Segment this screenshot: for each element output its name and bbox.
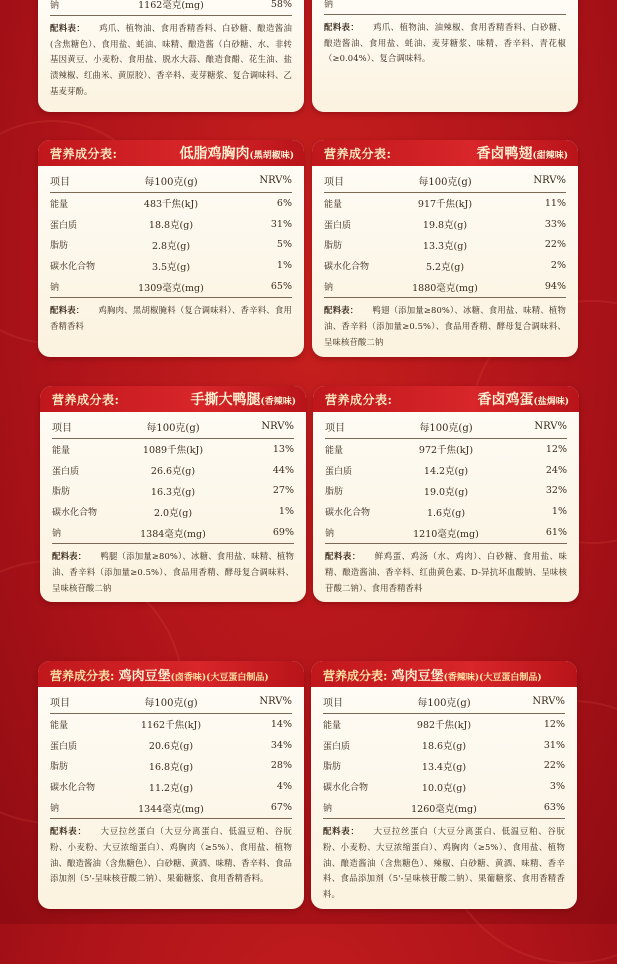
col-nrv: NRV% (492, 689, 565, 714)
table-row (324, 193, 566, 214)
row-value: 1309毫克(mg) (123, 276, 220, 297)
col-per100g: 每100克(g) (123, 168, 220, 193)
row-value: 3.5克(g) (151, 261, 191, 273)
table-row (50, 776, 292, 797)
table-row (50, 193, 292, 214)
ingredients (38, 16, 304, 100)
card-title-line (50, 665, 269, 684)
table-row (50, 235, 292, 256)
ingredients (312, 298, 578, 350)
row-nrv: 61% (494, 522, 567, 543)
nutrition-card-top-right (312, 0, 578, 112)
table-row (324, 276, 566, 297)
table-row (50, 276, 292, 297)
row-nrv: 22% (543, 760, 565, 772)
row-value: 16.8克(g) (148, 761, 194, 773)
card-header (312, 140, 578, 166)
col-item: 项目 (323, 689, 396, 714)
row-name: 碳水化合物 (325, 508, 371, 519)
card-header (313, 386, 579, 412)
row-nrv: 11% (544, 197, 566, 209)
table-row (50, 797, 292, 818)
table-row (323, 776, 565, 797)
table-header-row (324, 168, 566, 193)
col-item: 项目 (325, 414, 398, 439)
row-value: 14.2克(g) (423, 466, 469, 478)
row-name: 蛋白质 (323, 741, 351, 752)
row-name: 钠 (50, 0, 123, 15)
nutrition-table (50, 168, 292, 298)
table-row (324, 0, 566, 14)
col-per100g: 每100克(g) (125, 414, 222, 439)
row-name: 脂肪 (325, 487, 344, 498)
row-value: 20.6克(g) (148, 741, 194, 753)
table-row (52, 481, 294, 502)
ingredients-label: 配料表： (323, 825, 360, 836)
col-per100g: 每100克(g) (396, 689, 493, 714)
header-label: 营养成分表: (324, 146, 392, 161)
row-nrv: 94% (493, 276, 566, 297)
row-name: 脂肪 (323, 762, 342, 773)
row-name: 碳水化合物 (323, 783, 369, 794)
table-row (323, 735, 565, 756)
ingredients-label: 配料表： (50, 825, 87, 836)
row-value: 1260毫克(mg) (396, 797, 493, 818)
card-header (40, 386, 306, 412)
row-value: 982千焦(kJ) (416, 720, 472, 732)
row-nrv: 3% (549, 781, 565, 793)
row-nrv: 12% (543, 718, 565, 730)
product-title (190, 389, 296, 409)
row-name: 钠 (325, 522, 398, 543)
row-name: 蛋白质 (52, 466, 80, 477)
row-nrv: 63% (492, 797, 565, 818)
row-value: 1210毫克(mg) (398, 522, 495, 543)
row-value: 1.6克(g) (426, 507, 466, 519)
table-header-row (50, 689, 292, 714)
row-name: 碳水化合物 (324, 262, 370, 273)
ingredients-text: 鲜鸡蛋、鸡汤（水、鸡肉）、白砂糖、食用盐、味精、酿造酱油、香辛料、红曲黄色素、D-异抗坏血酸钠、呈味核苷酸二钠）、食用香精香料 (325, 550, 567, 593)
table-row (325, 460, 567, 481)
product-title (477, 389, 569, 409)
row-name: 蛋白质 (324, 220, 352, 231)
row-name: 钠 (324, 276, 397, 297)
header-label: 营养成分表: (323, 668, 388, 683)
nutrition-card (38, 661, 304, 909)
row-nrv: 34% (270, 739, 292, 751)
row-value: 2.0克(g) (153, 507, 193, 519)
row-name: 能量 (52, 445, 71, 456)
table-row (325, 481, 567, 502)
nutrition-card (40, 386, 306, 602)
col-per100g: 每100克(g) (397, 168, 494, 193)
ingredients-label: 配料表： (50, 22, 86, 33)
col-nrv: NRV% (219, 168, 292, 193)
row-value: 1162毫克(mg) (123, 0, 220, 15)
card-header (38, 140, 304, 166)
col-per100g: 每100克(g) (398, 414, 495, 439)
ingredients (40, 544, 306, 596)
table-row (52, 501, 294, 522)
row-nrv: 12% (545, 443, 567, 455)
header-label: 营养成分表: (325, 392, 393, 407)
table-row (50, 735, 292, 756)
table-row (324, 235, 566, 256)
row-nrv: 24% (545, 464, 567, 476)
row-nrv: 44% (272, 464, 294, 476)
table-header-row (50, 168, 292, 193)
row-value: 16.3克(g) (150, 486, 196, 498)
table-row (323, 756, 565, 777)
row-name: 能量 (50, 199, 69, 210)
product-title (179, 143, 294, 163)
row-nrv: 32% (545, 485, 567, 497)
row-value: 10.0克(g) (421, 782, 467, 794)
header-label: 营养成分表: (52, 392, 120, 407)
row-name: 脂肪 (50, 762, 69, 773)
row-value: 1162千焦(kJ) (140, 720, 202, 732)
row-value (397, 0, 494, 14)
row-value: 917千焦(kJ) (417, 199, 473, 211)
row-name: 蛋白质 (50, 741, 78, 752)
col-nrv: NRV% (221, 414, 294, 439)
row-nrv: 69% (221, 522, 294, 543)
row-nrv: 6% (276, 197, 292, 209)
nutrition-card-top-left (38, 0, 304, 112)
ingredients-label: 配料表： (50, 304, 85, 315)
ingredients-text: 鸡胸肉、黑胡椒腌料（复合调味料）、香辛料、食用香精香料 (50, 304, 292, 331)
table-row (50, 714, 292, 735)
row-value: 483千焦(kJ) (143, 199, 199, 211)
row-nrv: 33% (544, 218, 566, 230)
row-name: 能量 (324, 199, 343, 210)
row-name: 脂肪 (52, 487, 71, 498)
ingredients-label: 配料表： (324, 21, 360, 32)
row-name: 能量 (323, 720, 342, 731)
product-title (476, 143, 568, 163)
col-nrv: NRV% (494, 414, 567, 439)
nutrition-card (312, 140, 578, 357)
ingredients (38, 298, 304, 335)
col-nrv: NRV% (219, 689, 292, 714)
row-nrv: 1% (551, 506, 567, 518)
row-name: 钠 (52, 522, 125, 543)
col-item: 项目 (324, 168, 397, 193)
row-nrv: 4% (276, 781, 292, 793)
product-name: 手撕大鸭腿 (190, 392, 261, 408)
product-name: 鸡肉豆堡 (391, 668, 444, 684)
table-row (50, 0, 292, 15)
col-nrv: NRV% (493, 168, 566, 193)
row-value: 972千焦(kJ) (418, 445, 474, 457)
row-name: 钠 (50, 276, 123, 297)
nutrition-table (323, 689, 565, 819)
row-nrv: 2% (550, 260, 566, 272)
table-row (50, 214, 292, 235)
table-row (52, 460, 294, 481)
product-name: 鸡肉豆堡 (118, 668, 171, 684)
table-header-row (325, 414, 567, 439)
row-value: 1089千焦(kJ) (142, 445, 204, 457)
row-nrv: 27% (272, 485, 294, 497)
ingredients-text: 大豆拉丝蛋白（大豆分离蛋白、低温豆粕、谷朊粉、小麦粉、大豆浓缩蛋白）、鸡胸肉（≥5%）、食用盐、植物油、酿造酱油（含焦糖色）、辣椒、白砂糖、黄酒、味精、香辛料、食品添加剂（5'-呈味核苷酸二钠）、果葡糖浆、食用香精香料。 (323, 825, 565, 900)
table-row (324, 214, 566, 235)
header-label: 营养成分表: (50, 146, 118, 161)
table-row (52, 522, 294, 543)
ingredients (311, 819, 577, 903)
row-name: 钠 (50, 797, 123, 818)
nutrition-card (313, 386, 579, 602)
row-name: 钠 (324, 0, 397, 14)
flavor-label: (黑胡椒味) (249, 151, 294, 161)
row-nrv: 28% (270, 760, 292, 772)
table-header-row (52, 414, 294, 439)
row-nrv: 5% (276, 239, 292, 251)
row-name: 蛋白质 (50, 220, 78, 231)
flavor-label: (甜辣味) (532, 151, 568, 161)
row-value: 11.2克(g) (148, 782, 194, 794)
ingredients-text: 鸭腿（添加量≥80%）、冰糖、食用盐、味精、植物油、香辛料（添加量≥0.5%）、食品用香精、酵母复合调味料、呈味核苷酸二钠 (52, 550, 294, 593)
ingredients-text: 大豆拉丝蛋白（大豆分离蛋白、低温豆粕、谷朊粉、小麦粉、大豆浓缩蛋白）、鸡胸肉（≥5%）、食用盐、植物油、酿造酱油（含焦糖色）、白砂糖、黄酒、味精、香辛料、食品添加剂（5'-呈味核苷酸二钠）、果葡糖浆、食用香精香料。 (50, 825, 292, 884)
col-item: 项目 (50, 689, 123, 714)
row-nrv: 31% (543, 739, 565, 751)
card-header (311, 661, 577, 687)
row-name: 脂肪 (324, 241, 343, 252)
row-nrv: 22% (544, 239, 566, 251)
flavor-label: (香辣味) (260, 397, 296, 407)
category-label: (大豆蛋白制品) (206, 672, 269, 683)
ingredients (312, 15, 578, 67)
row-value: 13.4克(g) (421, 761, 467, 773)
table-row (325, 501, 567, 522)
col-per100g: 每100克(g) (123, 689, 220, 714)
row-name: 碳水化合物 (50, 262, 96, 273)
col-item: 项目 (52, 414, 125, 439)
row-value: 19.0克(g) (423, 486, 469, 498)
table-row (52, 439, 294, 460)
nutrition-card (38, 140, 304, 357)
row-nrv: 67% (219, 797, 292, 818)
product-name: 香卤鸡蛋 (477, 392, 534, 408)
row-nrv: 13% (272, 443, 294, 455)
row-nrv: 31% (270, 218, 292, 230)
nutrition-table (52, 414, 294, 544)
nutrition-card (311, 661, 577, 909)
category-label: (大豆蛋白制品) (479, 672, 542, 683)
row-nrv: 1% (278, 506, 294, 518)
table-row (323, 797, 565, 818)
header-label: 营养成分表: (50, 668, 115, 683)
flavor-label: (香辣味) (443, 672, 480, 683)
row-name: 脂肪 (50, 241, 69, 252)
nutrition-table (50, 689, 292, 819)
table-row (323, 714, 565, 735)
row-value: 1344毫克(mg) (123, 797, 220, 818)
product-name: 香卤鸭翅 (476, 146, 533, 162)
table-row (50, 255, 292, 276)
row-nrv: 58% (219, 0, 292, 15)
ingredients (38, 819, 304, 887)
row-name: 钠 (323, 797, 396, 818)
nutrition-table (325, 414, 567, 544)
row-nrv: 65% (219, 276, 292, 297)
ingredients-label: 配料表： (325, 550, 361, 561)
table-header-row (323, 689, 565, 714)
row-value: 19.8克(g) (422, 220, 468, 232)
row-value: 26.6克(g) (150, 466, 196, 478)
ingredients (313, 544, 579, 596)
card-header (38, 661, 304, 687)
row-name: 能量 (325, 445, 344, 456)
row-nrv: 14% (270, 718, 292, 730)
col-item: 项目 (50, 168, 123, 193)
flavor-label: (盐焗味) (533, 397, 569, 407)
row-name: 能量 (50, 720, 69, 731)
row-value: 13.3克(g) (422, 240, 468, 252)
row-value: 1384毫克(mg) (125, 522, 222, 543)
row-value: 18.8克(g) (148, 220, 194, 232)
product-name: 低脂鸡胸肉 (179, 146, 250, 162)
ingredients-text: 鸡爪、植物油、食用香精香料、白砂糖、酿造酱油(含焦糖色）、食用盐、蚝油、味精、酿造酱（白砂糖、水、非转基因黄豆、小麦粉、食用盐、脱水大蒜、酿造食醋、花生油、盐渍辣椒、红曲米、黄原胶）、香辛料、麦芽糖浆、复合调味料、乙基麦芽酚。 (50, 22, 292, 96)
row-name: 碳水化合物 (52, 508, 98, 519)
table-row (325, 522, 567, 543)
ingredients-text: 鸡爪、植物油、油辣椒、食用香精香料、白砂糖、酿造酱油、食用盐、蚝油、麦芽糖浆、味精、香辛料、青花椒（≥0.04%）、复合调味料。 (324, 21, 566, 64)
row-value: 18.6克(g) (421, 741, 467, 753)
row-value: 1880毫克(mg) (397, 276, 494, 297)
card-title-line (323, 665, 542, 684)
row-value: 2.8克(g) (151, 240, 191, 252)
table-row (325, 439, 567, 460)
ingredients-text: 鸭翅（添加量≥80%）、冰糖、食用盐、味精、植物油、香辛料（添加量≥0.5%）、食品用香精、酵母复合调味料、呈味核苷酸二钠 (324, 304, 566, 347)
row-name: 蛋白质 (325, 466, 353, 477)
table-row (50, 756, 292, 777)
nutrition-table (324, 168, 566, 298)
row-nrv: 1% (276, 260, 292, 272)
ingredients-label: 配料表： (52, 550, 87, 561)
row-value: 5.2克(g) (425, 261, 465, 273)
flavor-label: (卤香味) (170, 672, 207, 683)
row-nrv (493, 0, 566, 14)
ingredients-label: 配料表： (324, 304, 359, 315)
table-row (324, 255, 566, 276)
row-name: 碳水化合物 (50, 783, 96, 794)
